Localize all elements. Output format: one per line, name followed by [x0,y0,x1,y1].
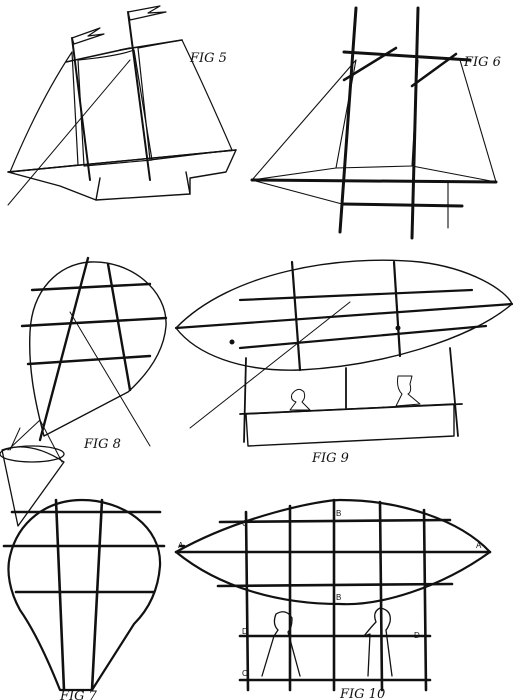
fig7-label: FIG 7 [60,689,97,700]
fig5-pennant-fore [72,28,104,44]
fig9-airship-kite [176,260,512,466]
fig10-point-d-right: D [414,631,420,640]
fig10-label: FIG 10 [340,687,386,700]
fig5-label: FIG 5 [190,51,227,66]
fig5-schooner-kite [8,6,236,205]
fig10-passenger-right [364,608,392,676]
fig7-balloon-frame [4,500,164,700]
fig9-label: FIG 9 [312,451,349,466]
fig7-balloon-outline [8,500,160,690]
fig5-mast-main [128,12,150,180]
fig8-label: FIG 8 [84,437,121,452]
fig9-passenger-left [290,389,310,410]
fig9-passenger-right [396,376,420,406]
fig5-hull [8,150,236,200]
fig8-basket [2,447,64,526]
fig10-airship-frame [176,500,490,700]
fig8-balloon-kite [0,258,166,526]
fig10-point-c-bottom: C [242,669,248,678]
fig10-point-c-top: C [242,519,248,528]
fig10-passenger-left [262,612,300,676]
fig6-schooner-frame [252,8,501,238]
fig10-point-a-left: A [178,541,184,550]
fig6-label: FIG 6 [464,55,501,70]
fig5-pennant-main [128,6,166,20]
fig9-gondola [246,404,454,446]
fig10-point-d-left: D [242,627,248,636]
fig10-point-a-right: A [476,541,482,550]
fig10-point-b-top: B [336,509,342,518]
fig5-jib-sail [10,52,78,172]
fig10-point-b-bottom: B [336,593,342,602]
